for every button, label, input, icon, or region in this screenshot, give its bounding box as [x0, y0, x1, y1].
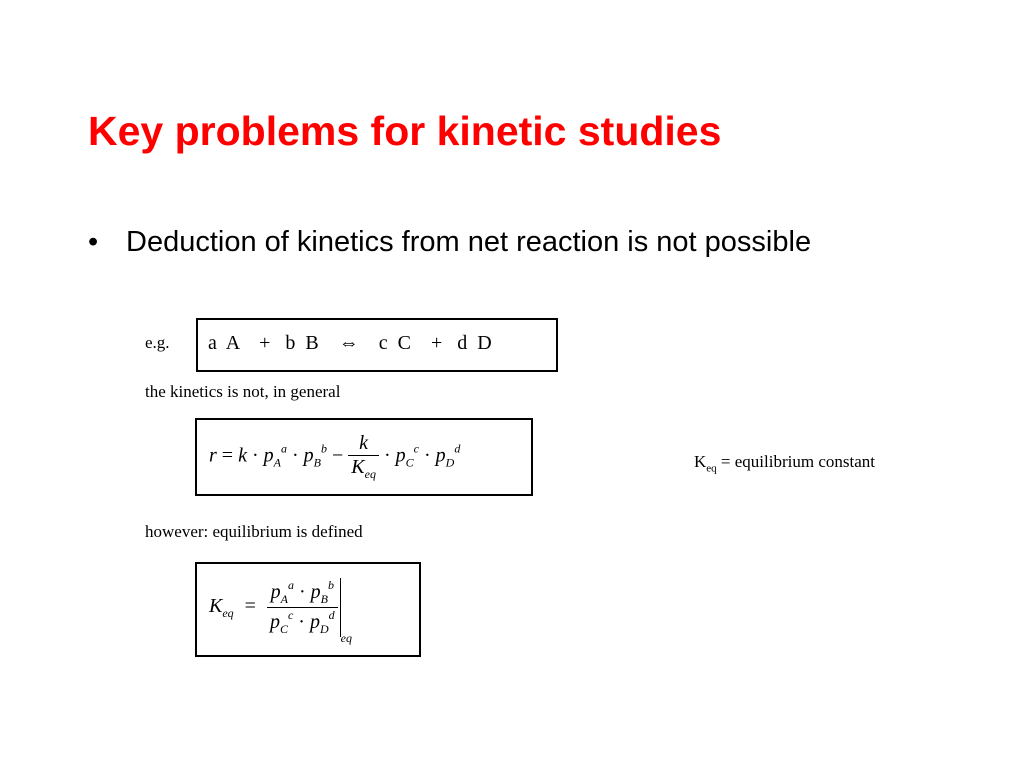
sup-d: d [328, 608, 335, 622]
sub-D: D [445, 455, 455, 470]
minus-sign: − [332, 444, 344, 467]
keq-text: = equilibrium constant [716, 452, 875, 471]
sup-c: c [413, 441, 419, 456]
note-equilibrium: however: equilibrium is defined [145, 522, 363, 541]
sub-A: A [280, 592, 288, 606]
sub-eq: eq [222, 606, 234, 621]
p-symbol: p [263, 444, 274, 467]
sup-a: a [287, 578, 294, 592]
dot: · [298, 581, 306, 603]
p-symbol: p [395, 444, 406, 467]
sub-eq: eq [364, 467, 376, 481]
bullet-symbol: • [88, 226, 99, 258]
sup-b: b [327, 578, 334, 592]
sup-c: c [287, 608, 294, 622]
dot: · [423, 444, 431, 467]
note-kinetics: the kinetics is not, in general [145, 382, 341, 401]
rate-equation-box [195, 418, 533, 496]
frac-numerator: k [359, 432, 369, 454]
sub-A: A [273, 455, 281, 470]
equilibrium-fraction [267, 578, 341, 637]
dot: · [291, 444, 299, 467]
sub-B: B [313, 455, 321, 470]
p-symbol: p [435, 444, 446, 467]
sub-C: C [405, 455, 414, 470]
equals-sign: = [221, 444, 234, 467]
rate-symbol: r [209, 444, 217, 467]
sup-d: d [454, 441, 461, 456]
equilibrium-equation-box [195, 562, 421, 657]
sup-b: b [321, 441, 327, 456]
p-symbol: p [269, 611, 280, 633]
sub-D: D [319, 622, 329, 636]
bullet-text: Deduction of kinetics from net reaction is not possible [126, 226, 812, 258]
dot: · [251, 444, 259, 467]
K-symbol: K [209, 595, 223, 618]
dot: · [298, 611, 305, 633]
rate-equation [209, 432, 460, 482]
p-symbol: p [310, 581, 321, 603]
k-symbol: k [238, 444, 247, 467]
equals-sign: = [244, 595, 256, 618]
frac-denominator: K [351, 456, 365, 478]
evaluated-at-eq: eq [340, 631, 352, 646]
sub-C: C [279, 622, 288, 636]
keq-subscript: eq [706, 462, 717, 475]
p-symbol: p [270, 581, 281, 603]
sup-a: a [280, 441, 287, 456]
keq-definition [694, 452, 875, 474]
slide-title: Key problems for kinetic studies [88, 108, 722, 154]
reaction-box [196, 318, 558, 372]
p-symbol: p [303, 444, 314, 467]
reaction-equation: a A + b B ⇔ c C + d D [208, 332, 492, 354]
k-over-keq-fraction [348, 432, 379, 482]
equilibrium-equation [209, 578, 352, 646]
sub-B: B [320, 592, 328, 606]
dot: · [383, 444, 391, 467]
eg-label: e.g. [145, 333, 170, 352]
keq-symbol: K [694, 452, 707, 471]
p-symbol: p [309, 611, 320, 633]
